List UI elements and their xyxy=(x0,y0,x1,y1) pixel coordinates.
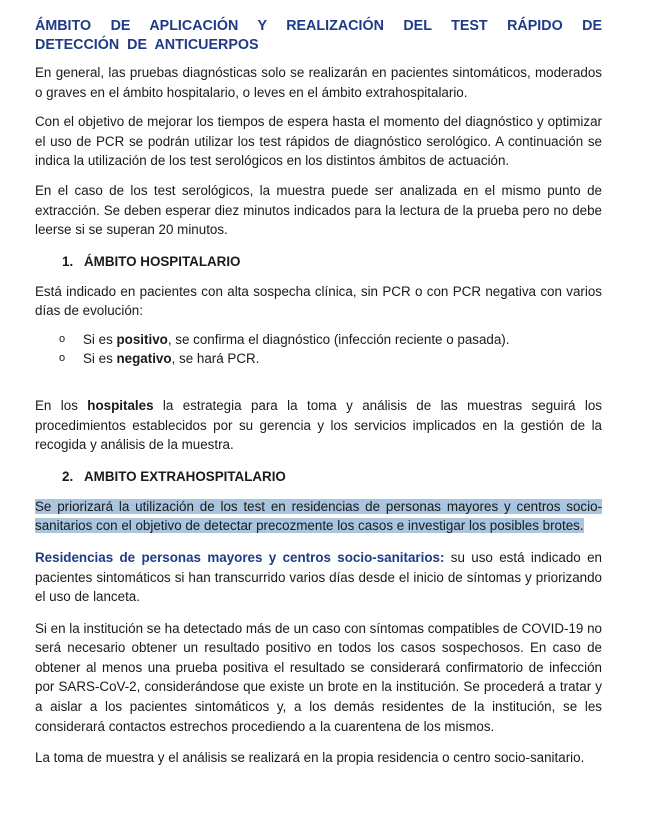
bullet-marker: o xyxy=(59,351,66,364)
document-title: ÁMBITO DE APLICACIÓN Y REALIZACIÓN DEL TEST RÁPIDO DE DETECCIÓN DE ANTICUERPOS xyxy=(35,18,602,53)
bullet-marker: o xyxy=(59,332,66,345)
paragraph-hospitals: En los hospitales la estrategia para la toma y análisis de las muestras seguirá los procedimientos establecidos por su gerencia y los servicios implicados en la gestión de la recogida y análisis de la muestra. xyxy=(35,397,602,453)
residences-subtitle: Residencias de personas mayores y centros socio-sanitarios: xyxy=(35,549,445,565)
section-number: 1. xyxy=(62,253,74,269)
paragraph-outbreak: Si en la institución se ha detectado más de un caso con síntomas compatibles de COVID-19 no será necesario obtener un resultado positivo en todos los casos sospechosos. En caso de obtener al menos una prueba positiva el resultado se considerará confirmatorio de infección por SARS-CoV-2, considerándose que existe un brote en la institución. Se procederá a tratar y a aislar a los pacientes sintomáticos y, a los demás residentes de la institución, se les considerará contactos estrechos procediendo a la cuarentena de los mismos. xyxy=(35,620,602,734)
section-label: AMBITO EXTRAHOSPITALARIO xyxy=(84,468,286,484)
list-item xyxy=(35,330,602,349)
result-bullet-list xyxy=(35,330,602,368)
bullet-text: Si es negativo, se hará PCR. xyxy=(83,350,260,366)
paragraph-objective: Con el objetivo de mejorar los tiempos de espera hasta el momento del diagnóstico y optimizar el uso de PCR se podrán utilizar los test rápidos de diagnóstico serológico. A continuación se indica la utilización de los test serológicos en los distintos ámbitos de actuación. xyxy=(35,114,602,169)
section-heading-hospital xyxy=(62,252,602,271)
paragraph-intro: En general, las pruebas diagnósticas solo se realizarán en pacientes sintomáticos, moderados o graves en el ámbito hospitalario, o leves en el ámbito extrahospitalario. xyxy=(35,65,602,100)
text-selection-highlight[interactable]: Se priorizará la utilización de los test en residencias de personas mayores y centros socio-sanitarios con el objetivo de detectar precozmente los casos e investigar los posibles brotes. xyxy=(35,498,602,534)
paragraph-hospital-indication: Está indicado en pacientes con alta sospecha clínica, sin PCR o con PCR negativa con varios días de evolución: xyxy=(35,283,602,319)
paragraph-serological-tests: En el caso de los test serológicos, la muestra puede ser analizada en el mismo punto de extracción. Se deben esperar diez minutos indicados para la lectura de la prueba pero no debe leerse si se superan 20 minutos. xyxy=(35,182,602,238)
paragraph-residences: Residencias de personas mayores y centros socio-sanitarios: su uso está indicado en pacientes sintomáticos si han transcurrido varios días desde el inicio de síntomas y priorizando el uso de lanceta. xyxy=(35,549,602,605)
section-heading-extrahospital xyxy=(62,467,602,486)
section-label: ÁMBITO HOSPITALARIO xyxy=(84,253,241,269)
paragraph-priority-selected[interactable] xyxy=(35,497,602,536)
list-item xyxy=(35,349,602,368)
paragraph-sample-location: La toma de muestra y el análisis se realizará en la propia residencia o centro socio-sanitario. xyxy=(35,750,585,766)
bullet-text: Si es positivo, se confirma el diagnóstico (infección reciente o pasada). xyxy=(83,331,510,347)
section-number: 2. xyxy=(62,468,74,484)
